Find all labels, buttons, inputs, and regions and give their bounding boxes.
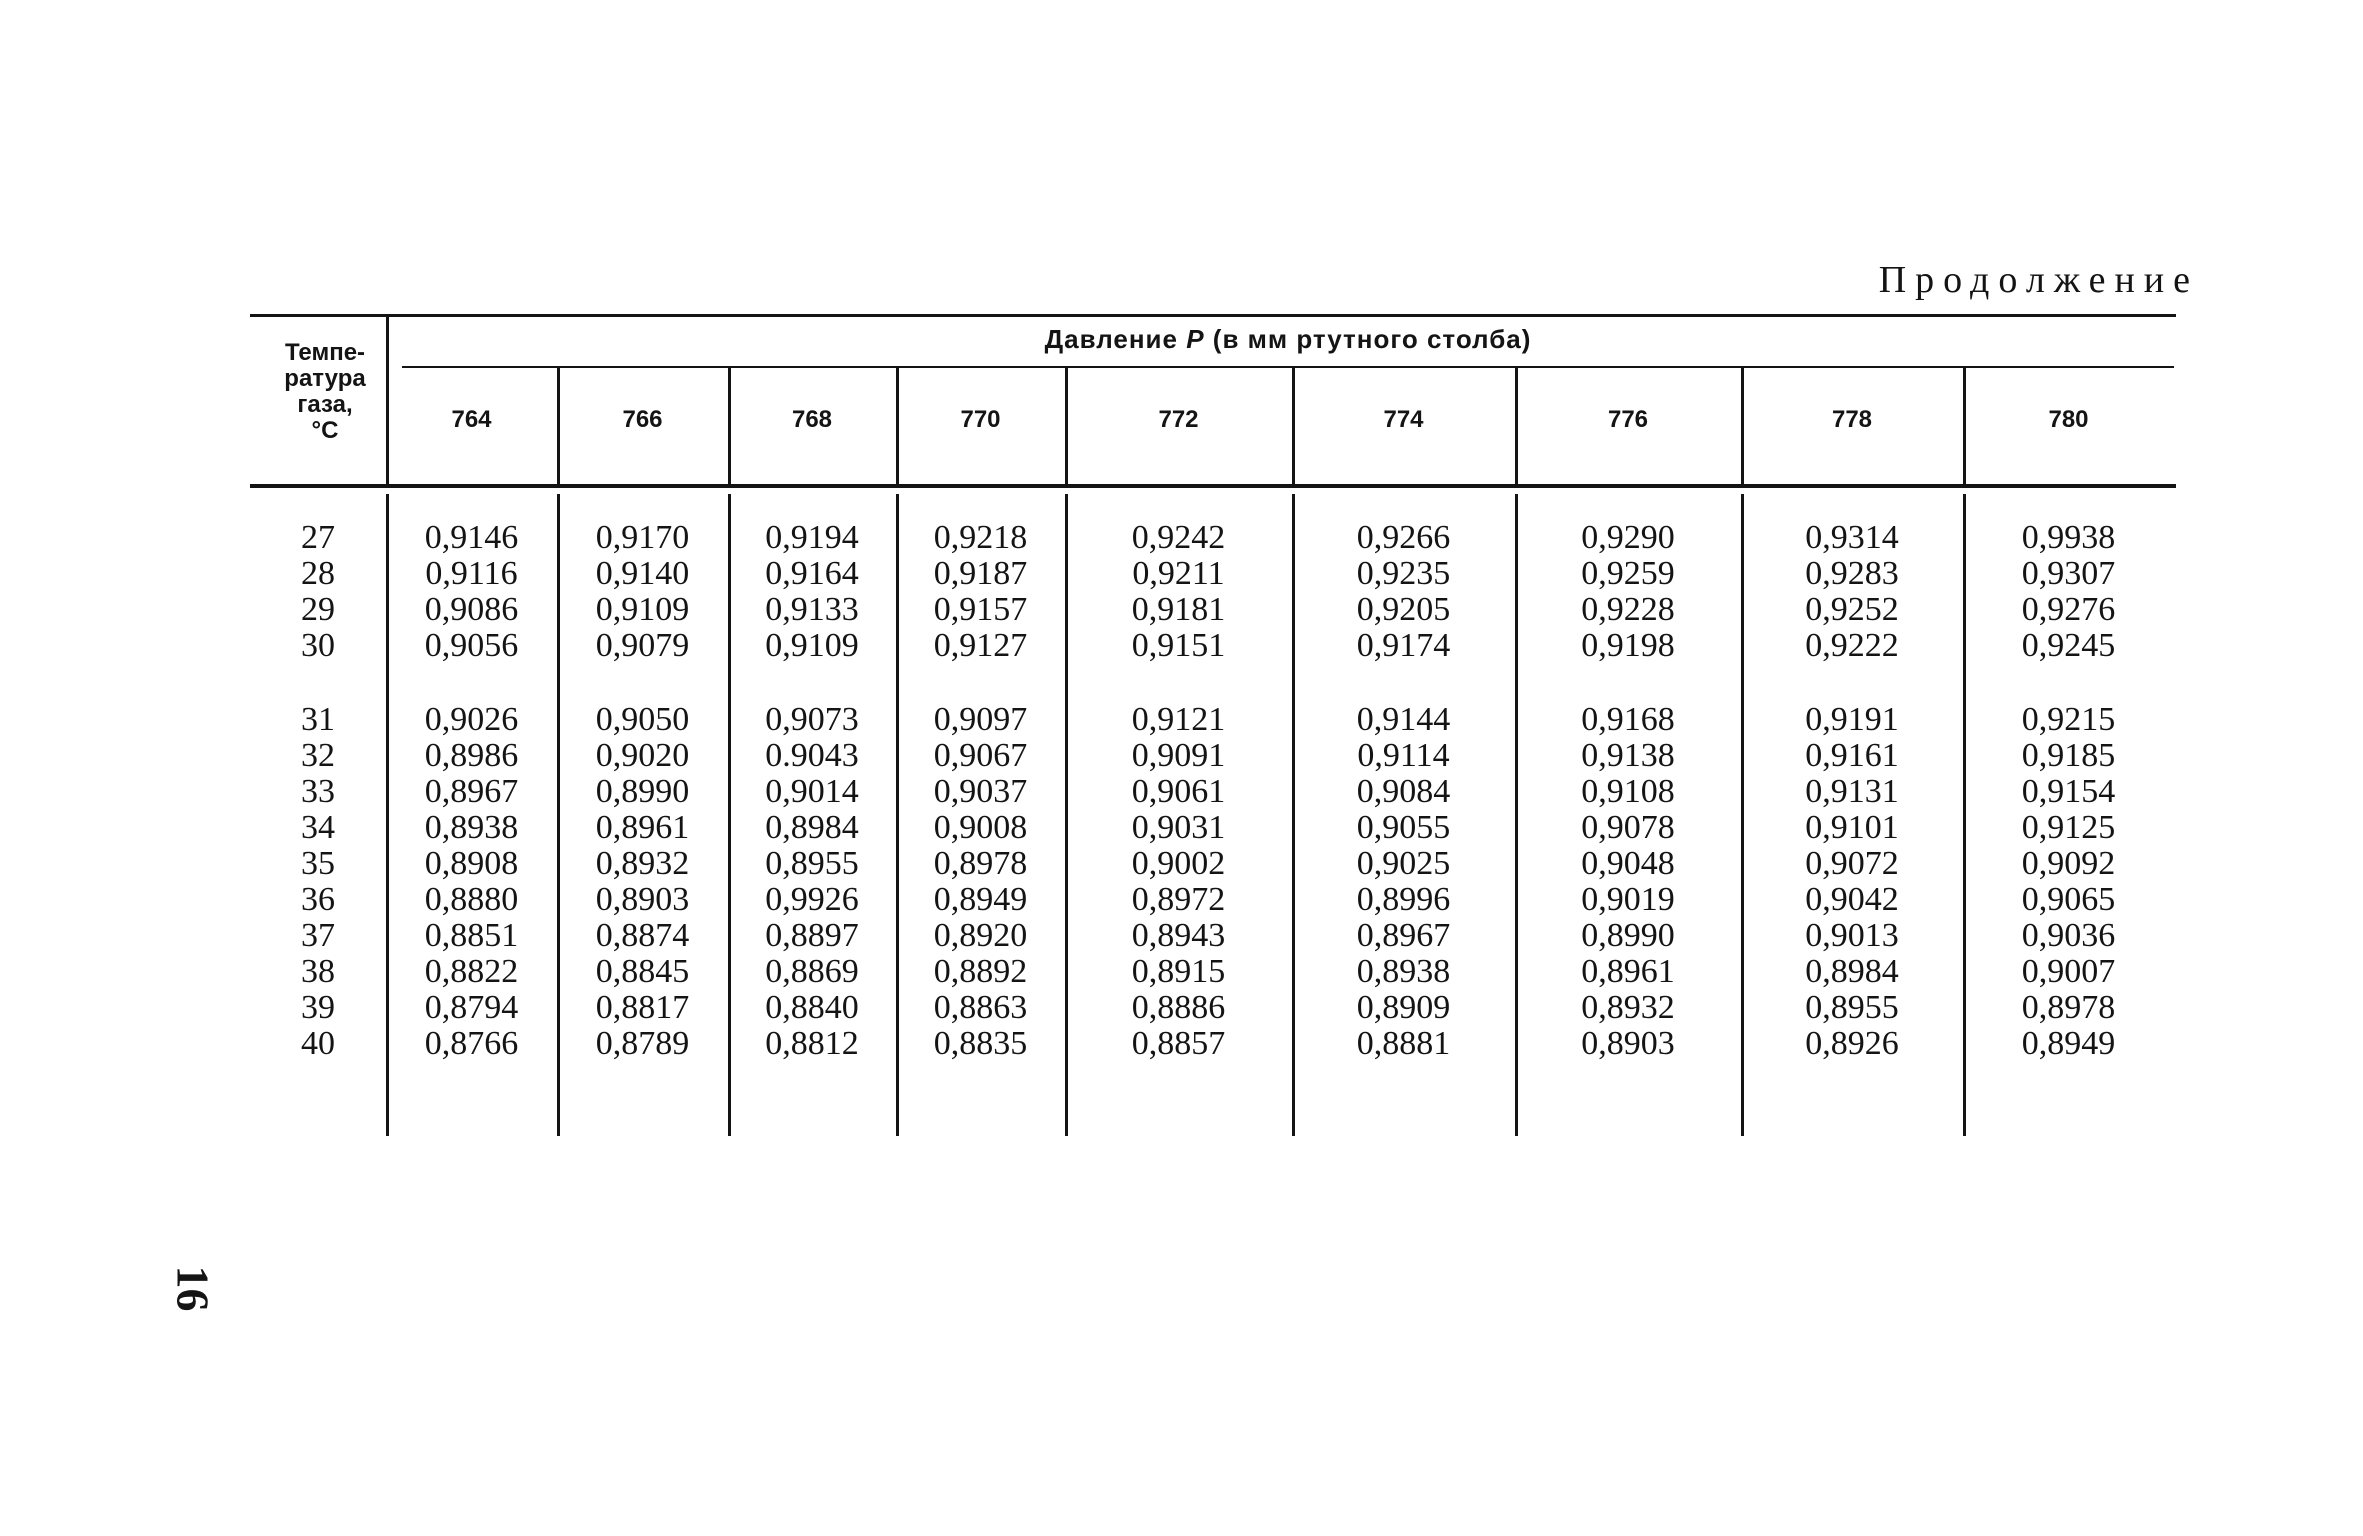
pressure-header-symbol: P [1186,324,1205,354]
table-cell: 0,9170 [595,519,690,556]
table-cell: 0,9072 [1805,845,1899,882]
table-cell: 0,8938 [424,809,519,846]
coefficient-column [1971,520,2166,1062]
row-group-gap [1971,664,2166,702]
table-cell: 0,9079 [595,627,690,664]
table-column-divider [1292,494,1295,1136]
table-cell: 33 [301,773,335,810]
table-cell: 0,8949 [2021,1025,2116,1062]
table-cell: 0,9109 [595,591,690,628]
table-cell: 0,8881 [1356,1025,1451,1062]
table-cell: 0,9191 [1805,701,1899,738]
table-cell: 0,8972 [1131,881,1226,918]
table-cell: 0,9008 [933,809,1028,846]
table-column-divider [1741,494,1744,1136]
table-cell: 0,8822 [424,953,519,990]
pressure-column-header: 774 [1383,406,1424,433]
table-cell: 0,9194 [765,519,859,556]
table-cell: 28 [301,555,335,592]
table-cell: 0,9151 [1131,627,1226,664]
table-cell: 27 [301,519,335,556]
table-cell: 0,8903 [1581,1025,1675,1062]
temperature-column-header [250,340,400,444]
table-cell: 0,9031 [1131,809,1226,846]
table-cell: 0,8920 [933,917,1028,954]
table-cell: 0,9037 [933,773,1028,810]
table-cell: 0,9187 [933,555,1028,592]
row-group-gap [1749,664,1955,702]
coefficient-column [904,520,1057,1062]
table-cell: 0,9185 [2021,737,2116,774]
table-cell: 0,9168 [1581,701,1675,738]
table-cell: 0,9133 [765,591,859,628]
table-cell: 0,9266 [1356,519,1451,556]
table-cell: 0,9307 [2021,555,2116,592]
table-cell: 0,8915 [1131,953,1226,990]
coefficient-column [1300,520,1507,1062]
table-column-divider [557,494,560,1136]
table-cell: 0,9026 [424,701,519,738]
table-cell: 0,9161 [1805,737,1899,774]
table-cell: 0,9164 [765,555,859,592]
pressure-column-header: 768 [791,406,833,433]
table-cell: 0,9146 [424,519,519,556]
table-cell: 35 [301,845,335,882]
pressure-column-header: 770 [960,406,1001,433]
table-cell: 0,9097 [933,701,1028,738]
pressure-column-header: 764 [451,406,492,433]
table-cell: 0,8845 [595,953,690,990]
table-column-divider [386,494,389,1136]
table-cell: 0,8932 [595,845,690,882]
table-cell: 0,8892 [933,953,1028,990]
table-cell: 40 [301,1025,335,1062]
table-cell: 0,9174 [1356,627,1451,664]
table-cell: 0,9091 [1131,737,1226,774]
pressure-group-header [402,324,2174,355]
coefficient-column [394,520,549,1062]
table-column-divider [1963,494,1966,1136]
table-cell: 0,8909 [1356,989,1451,1026]
table-cell: 36 [301,881,335,918]
table-cell: 0,9055 [1356,809,1451,846]
table-cell: 0,9056 [424,627,519,664]
table-cell: 32 [301,737,335,774]
header-bottom-rule [250,484,2176,488]
row-group-gap [1523,664,1733,702]
table-cell: 0,8880 [424,881,519,918]
table-cell: 0,9127 [933,627,1028,664]
table-cell: 0.9043 [765,737,859,774]
table-column-divider [896,494,899,1136]
pressure-column-header: 778 [1831,406,1873,433]
table-cell: 0,9181 [1131,591,1226,628]
row-group-gap [565,664,720,702]
coefficient-column [1073,520,1284,1062]
table-cell: 31 [301,701,335,738]
table-cell: 38 [301,953,335,990]
table-cell: 0,8949 [933,881,1028,918]
table-cell: 0,9013 [1805,917,1899,954]
table-cell: 0,9205 [1356,591,1451,628]
table-cell: 0,8857 [1131,1025,1226,1062]
table-cell: 0,8766 [424,1025,519,1062]
table-cell: 0,8897 [765,917,859,954]
row-group-gap [250,664,386,702]
table-cell: 0,9067 [933,737,1028,774]
table-cell: 0,8886 [1131,989,1226,1026]
table-cell: 0,9101 [1805,809,1899,846]
table-cell: 0,8794 [424,989,519,1026]
table-cell: 0,8926 [1805,1025,1899,1062]
table-cell: 0,8938 [1356,953,1451,990]
table-cell: 0,9002 [1131,845,1226,882]
coefficient-column [1523,520,1733,1062]
row-group-gap [904,664,1057,702]
table-cell: 0,8908 [424,845,519,882]
table-cell: 0,9065 [2021,881,2116,918]
table-cell: 0,9157 [933,591,1028,628]
coefficient-column [1749,520,1955,1062]
temperature-header-line: °C [311,417,339,444]
table-cell: 0,9276 [2021,591,2116,628]
table-cell: 0,9073 [765,701,859,738]
page-number: 16 [167,1265,219,1312]
table-cell: 0,8955 [1805,989,1899,1026]
table-cell: 0,9007 [2021,953,2116,990]
table-cell: 0,9245 [2021,627,2116,664]
pressure-header-suffix: (в мм ртутного столба) [1204,324,1532,354]
pressure-column-header: 776 [1607,406,1649,433]
table-cell: 0,9121 [1131,701,1226,738]
table-cell: 0,8874 [595,917,690,954]
table-cell: 0,8996 [1356,881,1451,918]
table-cell: 34 [301,809,335,846]
table-cell: 29 [301,591,335,628]
table-cell: 0,8903 [595,881,690,918]
table-cell: 0,9144 [1356,701,1451,738]
table-cell: 0,9048 [1581,845,1675,882]
table-cell: 0,9084 [1356,773,1451,810]
table-cell: 0,8835 [933,1025,1028,1062]
table-cell: 0,9042 [1805,881,1899,918]
table-cell: 0,9036 [2021,917,2116,954]
table-cell: 0,9086 [424,591,519,628]
continuation-label: Продолжение [1878,259,2199,301]
pressure-column-header: 772 [1158,406,1199,433]
table-cell: 0,8984 [1805,953,1899,990]
table-cell: 0,8967 [1356,917,1451,954]
table-cell: 0,9092 [2021,845,2116,882]
row-group-gap [1300,664,1507,702]
table-cell: 0,9235 [1356,555,1451,592]
table-column-divider [728,494,731,1136]
table-cell: 0,8961 [595,809,690,846]
table-cell: 0,9218 [933,519,1028,556]
table-cell: 0,8961 [1581,953,1675,990]
table-cell: 0,8955 [765,845,859,882]
pressure-header-rule [402,366,2174,368]
table-cell: 0,9050 [595,701,690,738]
table-cell: 0,9140 [595,555,690,592]
table-cell: 0,9108 [1581,773,1675,810]
table-cell: 0,9025 [1356,845,1451,882]
table-cell: 0,9215 [2021,701,2116,738]
table-cell: 0,9138 [1581,737,1675,774]
pressure-header-prefix: Давление [1044,324,1187,354]
table-cell: 0,8812 [765,1025,859,1062]
table-cell: 0,9114 [1357,737,1450,774]
pressure-column-header: 766 [622,406,663,433]
table-cell: 0,9211 [1132,555,1225,592]
table-cell: 0,8990 [1581,917,1675,954]
table-cell: 0,9109 [765,627,859,664]
table-cell: 0,9061 [1131,773,1226,810]
table-cell: 0,9125 [2021,809,2116,846]
temperature-column [250,520,386,1062]
table-cell: 0,9242 [1131,519,1226,556]
table-cell: 0,8978 [2021,989,2116,1026]
coefficient-column [736,520,888,1062]
table-column-divider [386,314,389,484]
row-group-gap [1073,664,1284,702]
table-cell: 0,9228 [1581,591,1675,628]
temperature-header-line: газа, [297,391,353,418]
table-cell: 39 [301,989,335,1026]
table-column-divider [1065,494,1068,1136]
table-cell: 0,9116 [425,555,518,592]
coefficient-column [565,520,720,1062]
correction-table [250,314,2176,1136]
table-cell: 0,8869 [765,953,859,990]
table-cell: 0,8943 [1131,917,1226,954]
table-cell: 0,8817 [595,989,690,1026]
table-cell: 0,8978 [933,845,1028,882]
table-cell: 0,8789 [595,1025,690,1062]
table-cell: 0,9078 [1581,809,1675,846]
table-cell: 0,9019 [1581,881,1675,918]
table-cell: 0,9314 [1805,519,1899,556]
table-cell: 0,8984 [765,809,859,846]
table-column-divider [1515,494,1518,1136]
table-cell: 0,9020 [595,737,690,774]
table-cell: 0,9222 [1805,627,1899,664]
table-cell: 0,9283 [1805,555,1899,592]
table-cell: 37 [301,917,335,954]
table-cell: 0,8986 [424,737,519,774]
table-cell: 0,8990 [595,773,690,810]
table-cell: 0,9938 [2021,519,2116,556]
table-cell: 0,9198 [1581,627,1675,664]
table-cell: 0,8863 [933,989,1028,1026]
table-cell: 30 [301,627,335,664]
table-cell: 0,8840 [765,989,859,1026]
table-cell: 0,9131 [1805,773,1899,810]
table-cell: 0,8967 [424,773,519,810]
table-cell: 0,9259 [1581,555,1675,592]
table-cell: 0,9154 [2021,773,2116,810]
temperature-header-line: Темпе- [284,339,366,366]
table-cell: 0,9290 [1581,519,1675,556]
table-cell: 0,9926 [765,881,859,918]
pressure-column-header: 780 [2048,406,2089,433]
table-cell: 0,9252 [1805,591,1899,628]
row-group-gap [394,664,549,702]
table-cell: 0,8932 [1581,989,1675,1026]
row-group-gap [736,664,888,702]
temperature-header-line: ратура [284,365,366,392]
table-cell: 0,8851 [424,917,519,954]
table-top-rule [250,314,2176,317]
table-cell: 0,9014 [765,773,859,810]
